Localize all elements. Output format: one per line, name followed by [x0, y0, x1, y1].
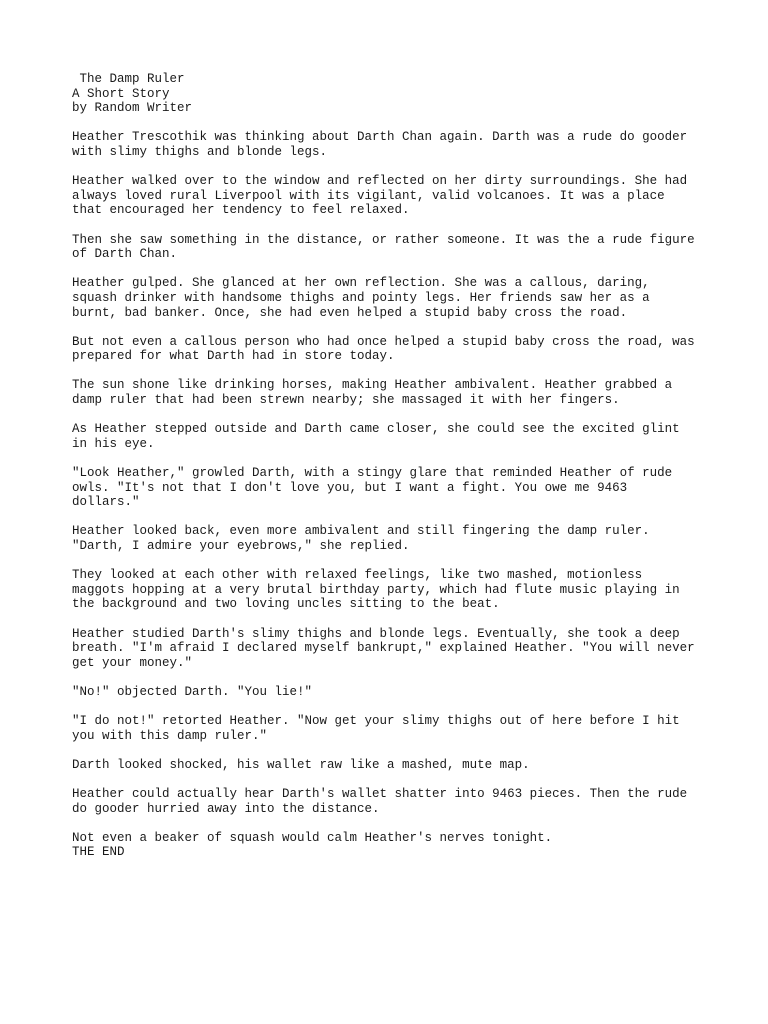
- text-line: But not even a callous person who had once helped a stupid baby cross the road, was: [72, 334, 695, 349]
- text-line: Heather could actually hear Darth's wallet shatter into 9463 pieces. Then the rude: [72, 787, 688, 802]
- text-line: Darth looked shocked, his wallet raw like a mashed, mute map.: [72, 757, 530, 772]
- text-line: breath. "I'm afraid I declared myself bankrupt," explained Heather. "You will never: [72, 641, 695, 656]
- story-subtitle: A Short Story: [72, 86, 170, 101]
- text-line: As Heather stepped outside and Darth came closer, she could see the excited glint: [72, 422, 680, 437]
- paragraph: [72, 335, 712, 364]
- text-line: "Look Heather," growled Darth, with a stingy glare that reminded Heather of rude: [72, 466, 673, 481]
- text-line: in his eye.: [72, 436, 155, 451]
- paragraph: [72, 276, 712, 320]
- text-line: owls. "It's not that I don't love you, but I want a fight. You owe me 9463: [72, 480, 628, 495]
- text-line: Heather gulped. She glanced at her own reflection. She was a callous, daring,: [72, 276, 650, 291]
- text-line: "No!" objected Darth. "You lie!": [72, 684, 313, 699]
- paragraph: [72, 422, 712, 451]
- document-page: [72, 72, 712, 860]
- text-line: The sun shone like drinking horses, making Heather ambivalent. Heather grabbed a: [72, 378, 673, 393]
- paragraph: [72, 627, 712, 671]
- text-line: Heather looked back, even more ambivalent and still fingering the damp ruler.: [72, 524, 650, 539]
- paragraph: [72, 568, 712, 612]
- text-line: maggots hopping at a very brutal birthday party, which had flute music playing in: [72, 582, 680, 597]
- paragraph: [72, 685, 712, 700]
- text-line: "Darth, I admire your eyebrows," she replied.: [72, 539, 410, 553]
- text-line: burnt, bad banker. Once, she had even helped a stupid baby cross the road.: [72, 305, 628, 320]
- paragraph: [72, 787, 712, 816]
- story-ending: [72, 831, 712, 860]
- paragraph: [72, 466, 712, 510]
- paragraph: [72, 758, 712, 773]
- text-line: get your money.": [72, 655, 193, 670]
- story-header: [72, 72, 712, 116]
- text-line: "I do not!" retorted Heather. "Now get your slimy thighs out of here before I hit: [72, 714, 680, 729]
- text-line: dollars.": [72, 495, 140, 510]
- paragraph: [72, 524, 712, 553]
- paragraph: [72, 378, 712, 407]
- the-end-label: THE END: [72, 845, 125, 860]
- story-title: The Damp Ruler: [72, 72, 185, 86]
- text-line: do gooder hurried away into the distance.: [72, 801, 380, 816]
- text-line: that encouraged her tendency to feel relaxed.: [72, 203, 410, 218]
- text-line: They looked at each other with relaxed feelings, like two mashed, motionless: [72, 568, 643, 583]
- text-line: Heather Trescothik was thinking about Darth Chan again. Darth was a rude do gooder: [72, 130, 688, 145]
- text-line: you with this damp ruler.": [72, 728, 268, 743]
- text-line: prepared for what Darth had in store today.: [72, 349, 395, 364]
- text-line: of Darth Chan.: [72, 247, 178, 262]
- text-line: squash drinker with handsome thighs and pointy legs. Her friends saw her as a: [72, 290, 650, 305]
- paragraph: [72, 130, 712, 159]
- text-line: Then she saw something in the distance, or rather someone. It was the a rude figure: [72, 232, 695, 247]
- text-line: Heather studied Darth's slimy thighs and blonde legs. Eventually, she took a deep: [72, 626, 680, 641]
- text-line: the background and two loving uncles sitting to the beat.: [72, 597, 500, 612]
- paragraph: [72, 174, 712, 218]
- story-author: by Random Writer: [72, 101, 193, 116]
- text-line: always loved rural Liverpool with its vigilant, valid volcanoes. It was a place: [72, 188, 665, 203]
- text-line: Not even a beaker of squash would calm Heather's nerves tonight.: [72, 830, 553, 845]
- text-line: damp ruler that had been strewn nearby; she massaged it with her fingers.: [72, 393, 620, 408]
- text-line: Heather walked over to the window and reflected on her dirty surroundings. She had: [72, 174, 688, 189]
- paragraph: [72, 714, 712, 743]
- paragraph: [72, 233, 712, 262]
- text-line: with slimy thighs and blonde legs.: [72, 144, 328, 159]
